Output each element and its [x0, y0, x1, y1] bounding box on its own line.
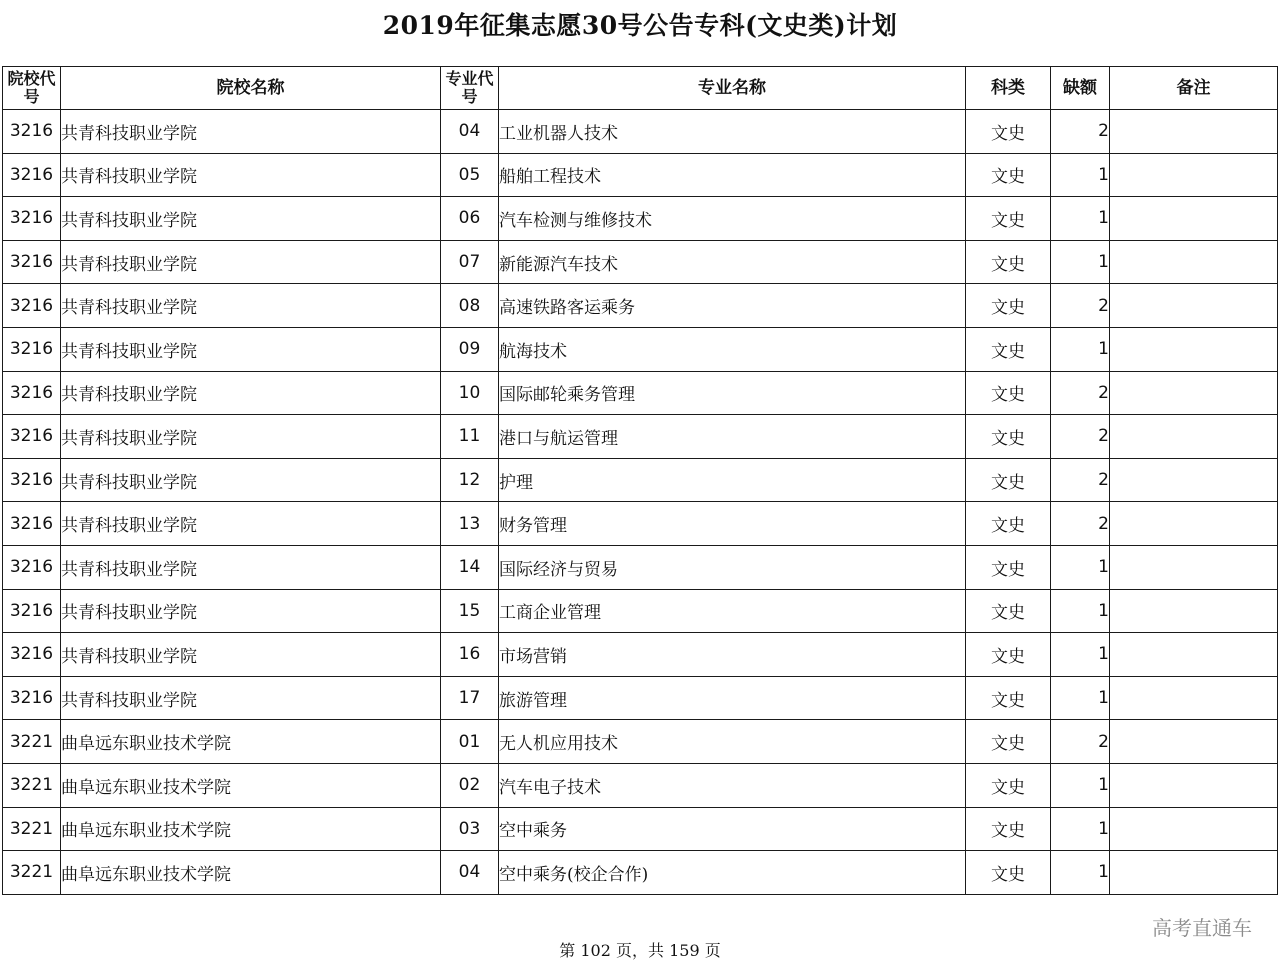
cell-school-name: 共青科技职业学院	[61, 240, 441, 284]
cell-major-name: 国际经济与贸易	[499, 545, 966, 589]
table-body	[3, 110, 1278, 895]
cell-note	[1110, 763, 1278, 807]
header-school-code: 院校代号	[3, 67, 61, 110]
cell-major-code: 05	[441, 153, 499, 197]
cell-note	[1110, 415, 1278, 459]
cell-major-code: 09	[441, 327, 499, 371]
cell-major-code: 02	[441, 763, 499, 807]
cell-quota: 1	[1051, 807, 1110, 851]
cell-note	[1110, 110, 1278, 154]
cell-school-code: 3216	[3, 153, 61, 197]
cell-major-name: 国际邮轮乘务管理	[499, 371, 966, 415]
cell-school-name: 共青科技职业学院	[61, 327, 441, 371]
cell-school-name: 共青科技职业学院	[61, 110, 441, 154]
table-row	[3, 851, 1278, 895]
page-footer: 第 102 页，共 159 页	[559, 941, 721, 960]
header-category: 科类	[966, 67, 1051, 110]
cell-quota: 2	[1051, 110, 1110, 154]
cell-school-code: 3216	[3, 676, 61, 720]
cell-category: 文史	[966, 327, 1051, 371]
cell-school-code: 3216	[3, 458, 61, 502]
cell-quota: 1	[1051, 633, 1110, 677]
cell-note	[1110, 545, 1278, 589]
cell-category: 文史	[966, 458, 1051, 502]
cell-major-name: 旅游管理	[499, 676, 966, 720]
cell-note	[1110, 720, 1278, 764]
cell-note	[1110, 458, 1278, 502]
cell-category: 文史	[966, 851, 1051, 895]
watermark-text: 高考直通车	[1152, 916, 1252, 940]
cell-category: 文史	[966, 110, 1051, 154]
cell-note	[1110, 153, 1278, 197]
table-row	[3, 676, 1278, 720]
cell-quota: 1	[1051, 197, 1110, 241]
cell-major-name: 汽车检测与维修技术	[499, 197, 966, 241]
cell-school-name: 共青科技职业学院	[61, 415, 441, 459]
header-quota: 缺额	[1051, 67, 1110, 110]
cell-school-code: 3221	[3, 763, 61, 807]
cell-school-code: 3216	[3, 327, 61, 371]
cell-quota: 1	[1051, 153, 1110, 197]
cell-school-name: 共青科技职业学院	[61, 197, 441, 241]
cell-note	[1110, 807, 1278, 851]
cell-category: 文史	[966, 720, 1051, 764]
table-row	[3, 589, 1278, 633]
cell-school-code: 3216	[3, 545, 61, 589]
cell-major-code: 08	[441, 284, 499, 328]
cell-school-code: 3216	[3, 284, 61, 328]
cell-major-code: 10	[441, 371, 499, 415]
cell-major-code: 11	[441, 415, 499, 459]
cell-major-code: 12	[441, 458, 499, 502]
cell-school-name: 曲阜远东职业技术学院	[61, 720, 441, 764]
table-row	[3, 545, 1278, 589]
cell-major-name: 航海技术	[499, 327, 966, 371]
cell-school-code: 3216	[3, 633, 61, 677]
cell-note	[1110, 284, 1278, 328]
table-row	[3, 240, 1278, 284]
cell-note	[1110, 240, 1278, 284]
cell-major-code: 01	[441, 720, 499, 764]
cell-category: 文史	[966, 153, 1051, 197]
cell-major-name: 汽车电子技术	[499, 763, 966, 807]
cell-school-name: 共青科技职业学院	[61, 371, 441, 415]
cell-major-name: 财务管理	[499, 502, 966, 546]
table-row	[3, 763, 1278, 807]
cell-note	[1110, 633, 1278, 677]
cell-school-name: 曲阜远东职业技术学院	[61, 763, 441, 807]
cell-major-name: 无人机应用技术	[499, 720, 966, 764]
cell-major-code: 13	[441, 502, 499, 546]
cell-school-name: 曲阜远东职业技术学院	[61, 807, 441, 851]
cell-major-name: 工商企业管理	[499, 589, 966, 633]
cell-major-name: 港口与航运管理	[499, 415, 966, 459]
header-school-name: 院校名称	[61, 67, 441, 110]
cell-major-name: 船舶工程技术	[499, 153, 966, 197]
table-row	[3, 720, 1278, 764]
cell-quota: 2	[1051, 371, 1110, 415]
table-row	[3, 415, 1278, 459]
cell-major-code: 04	[441, 110, 499, 154]
cell-school-code: 3216	[3, 240, 61, 284]
cell-quota: 1	[1051, 327, 1110, 371]
cell-note	[1110, 851, 1278, 895]
cell-category: 文史	[966, 763, 1051, 807]
cell-quota: 2	[1051, 502, 1110, 546]
plan-table	[2, 66, 1278, 895]
table-row	[3, 458, 1278, 502]
cell-school-code: 3216	[3, 589, 61, 633]
page-title: 2019年征集志愿30号公告专科(文史类)计划	[382, 11, 898, 40]
table-row	[3, 197, 1278, 241]
table-row	[3, 153, 1278, 197]
cell-school-code: 3216	[3, 197, 61, 241]
cell-school-code: 3216	[3, 110, 61, 154]
cell-school-name: 共青科技职业学院	[61, 676, 441, 720]
cell-school-code: 3221	[3, 851, 61, 895]
cell-quota: 2	[1051, 720, 1110, 764]
table-row	[3, 110, 1278, 154]
cell-note	[1110, 589, 1278, 633]
cell-category: 文史	[966, 676, 1051, 720]
cell-major-code: 15	[441, 589, 499, 633]
cell-school-code: 3216	[3, 415, 61, 459]
cell-quota: 1	[1051, 545, 1110, 589]
cell-category: 文史	[966, 240, 1051, 284]
header-note: 备注	[1110, 67, 1278, 110]
cell-school-code: 3221	[3, 720, 61, 764]
cell-school-code: 3221	[3, 807, 61, 851]
cell-major-code: 07	[441, 240, 499, 284]
cell-major-name: 工业机器人技术	[499, 110, 966, 154]
cell-category: 文史	[966, 415, 1051, 459]
cell-major-name: 空中乘务	[499, 807, 966, 851]
cell-major-code: 14	[441, 545, 499, 589]
cell-school-name: 共青科技职业学院	[61, 633, 441, 677]
table-row	[3, 284, 1278, 328]
table-row	[3, 327, 1278, 371]
header-major-name: 专业名称	[499, 67, 966, 110]
cell-category: 文史	[966, 807, 1051, 851]
cell-quota: 1	[1051, 676, 1110, 720]
cell-category: 文史	[966, 589, 1051, 633]
cell-school-name: 曲阜远东职业技术学院	[61, 851, 441, 895]
table-row	[3, 371, 1278, 415]
cell-major-name: 新能源汽车技术	[499, 240, 966, 284]
cell-major-code: 06	[441, 197, 499, 241]
cell-category: 文史	[966, 633, 1051, 677]
cell-note	[1110, 371, 1278, 415]
cell-school-name: 共青科技职业学院	[61, 153, 441, 197]
table-header-row	[3, 67, 1278, 110]
cell-school-code: 3216	[3, 502, 61, 546]
cell-school-name: 共青科技职业学院	[61, 458, 441, 502]
cell-category: 文史	[966, 284, 1051, 328]
cell-quota: 2	[1051, 415, 1110, 459]
cell-category: 文史	[966, 197, 1051, 241]
cell-school-name: 共青科技职业学院	[61, 589, 441, 633]
table-row	[3, 633, 1278, 677]
table-row	[3, 502, 1278, 546]
cell-quota: 1	[1051, 589, 1110, 633]
table-row	[3, 807, 1278, 851]
cell-note	[1110, 197, 1278, 241]
cell-school-name: 共青科技职业学院	[61, 284, 441, 328]
cell-major-name: 市场营销	[499, 633, 966, 677]
cell-major-code: 17	[441, 676, 499, 720]
cell-quota: 1	[1051, 240, 1110, 284]
cell-major-name: 高速铁路客运乘务	[499, 284, 966, 328]
cell-major-name: 空中乘务(校企合作)	[499, 851, 966, 895]
cell-category: 文史	[966, 545, 1051, 589]
cell-school-code: 3216	[3, 371, 61, 415]
header-major-code: 专业代号	[441, 67, 499, 110]
cell-note	[1110, 327, 1278, 371]
cell-quota: 1	[1051, 851, 1110, 895]
cell-category: 文史	[966, 371, 1051, 415]
cell-note	[1110, 676, 1278, 720]
cell-major-code: 03	[441, 807, 499, 851]
cell-category: 文史	[966, 502, 1051, 546]
cell-school-name: 共青科技职业学院	[61, 502, 441, 546]
cell-major-code: 16	[441, 633, 499, 677]
cell-major-name: 护理	[499, 458, 966, 502]
cell-major-code: 04	[441, 851, 499, 895]
cell-quota: 2	[1051, 458, 1110, 502]
cell-quota: 1	[1051, 763, 1110, 807]
cell-school-name: 共青科技职业学院	[61, 545, 441, 589]
cell-quota: 2	[1051, 284, 1110, 328]
cell-note	[1110, 502, 1278, 546]
